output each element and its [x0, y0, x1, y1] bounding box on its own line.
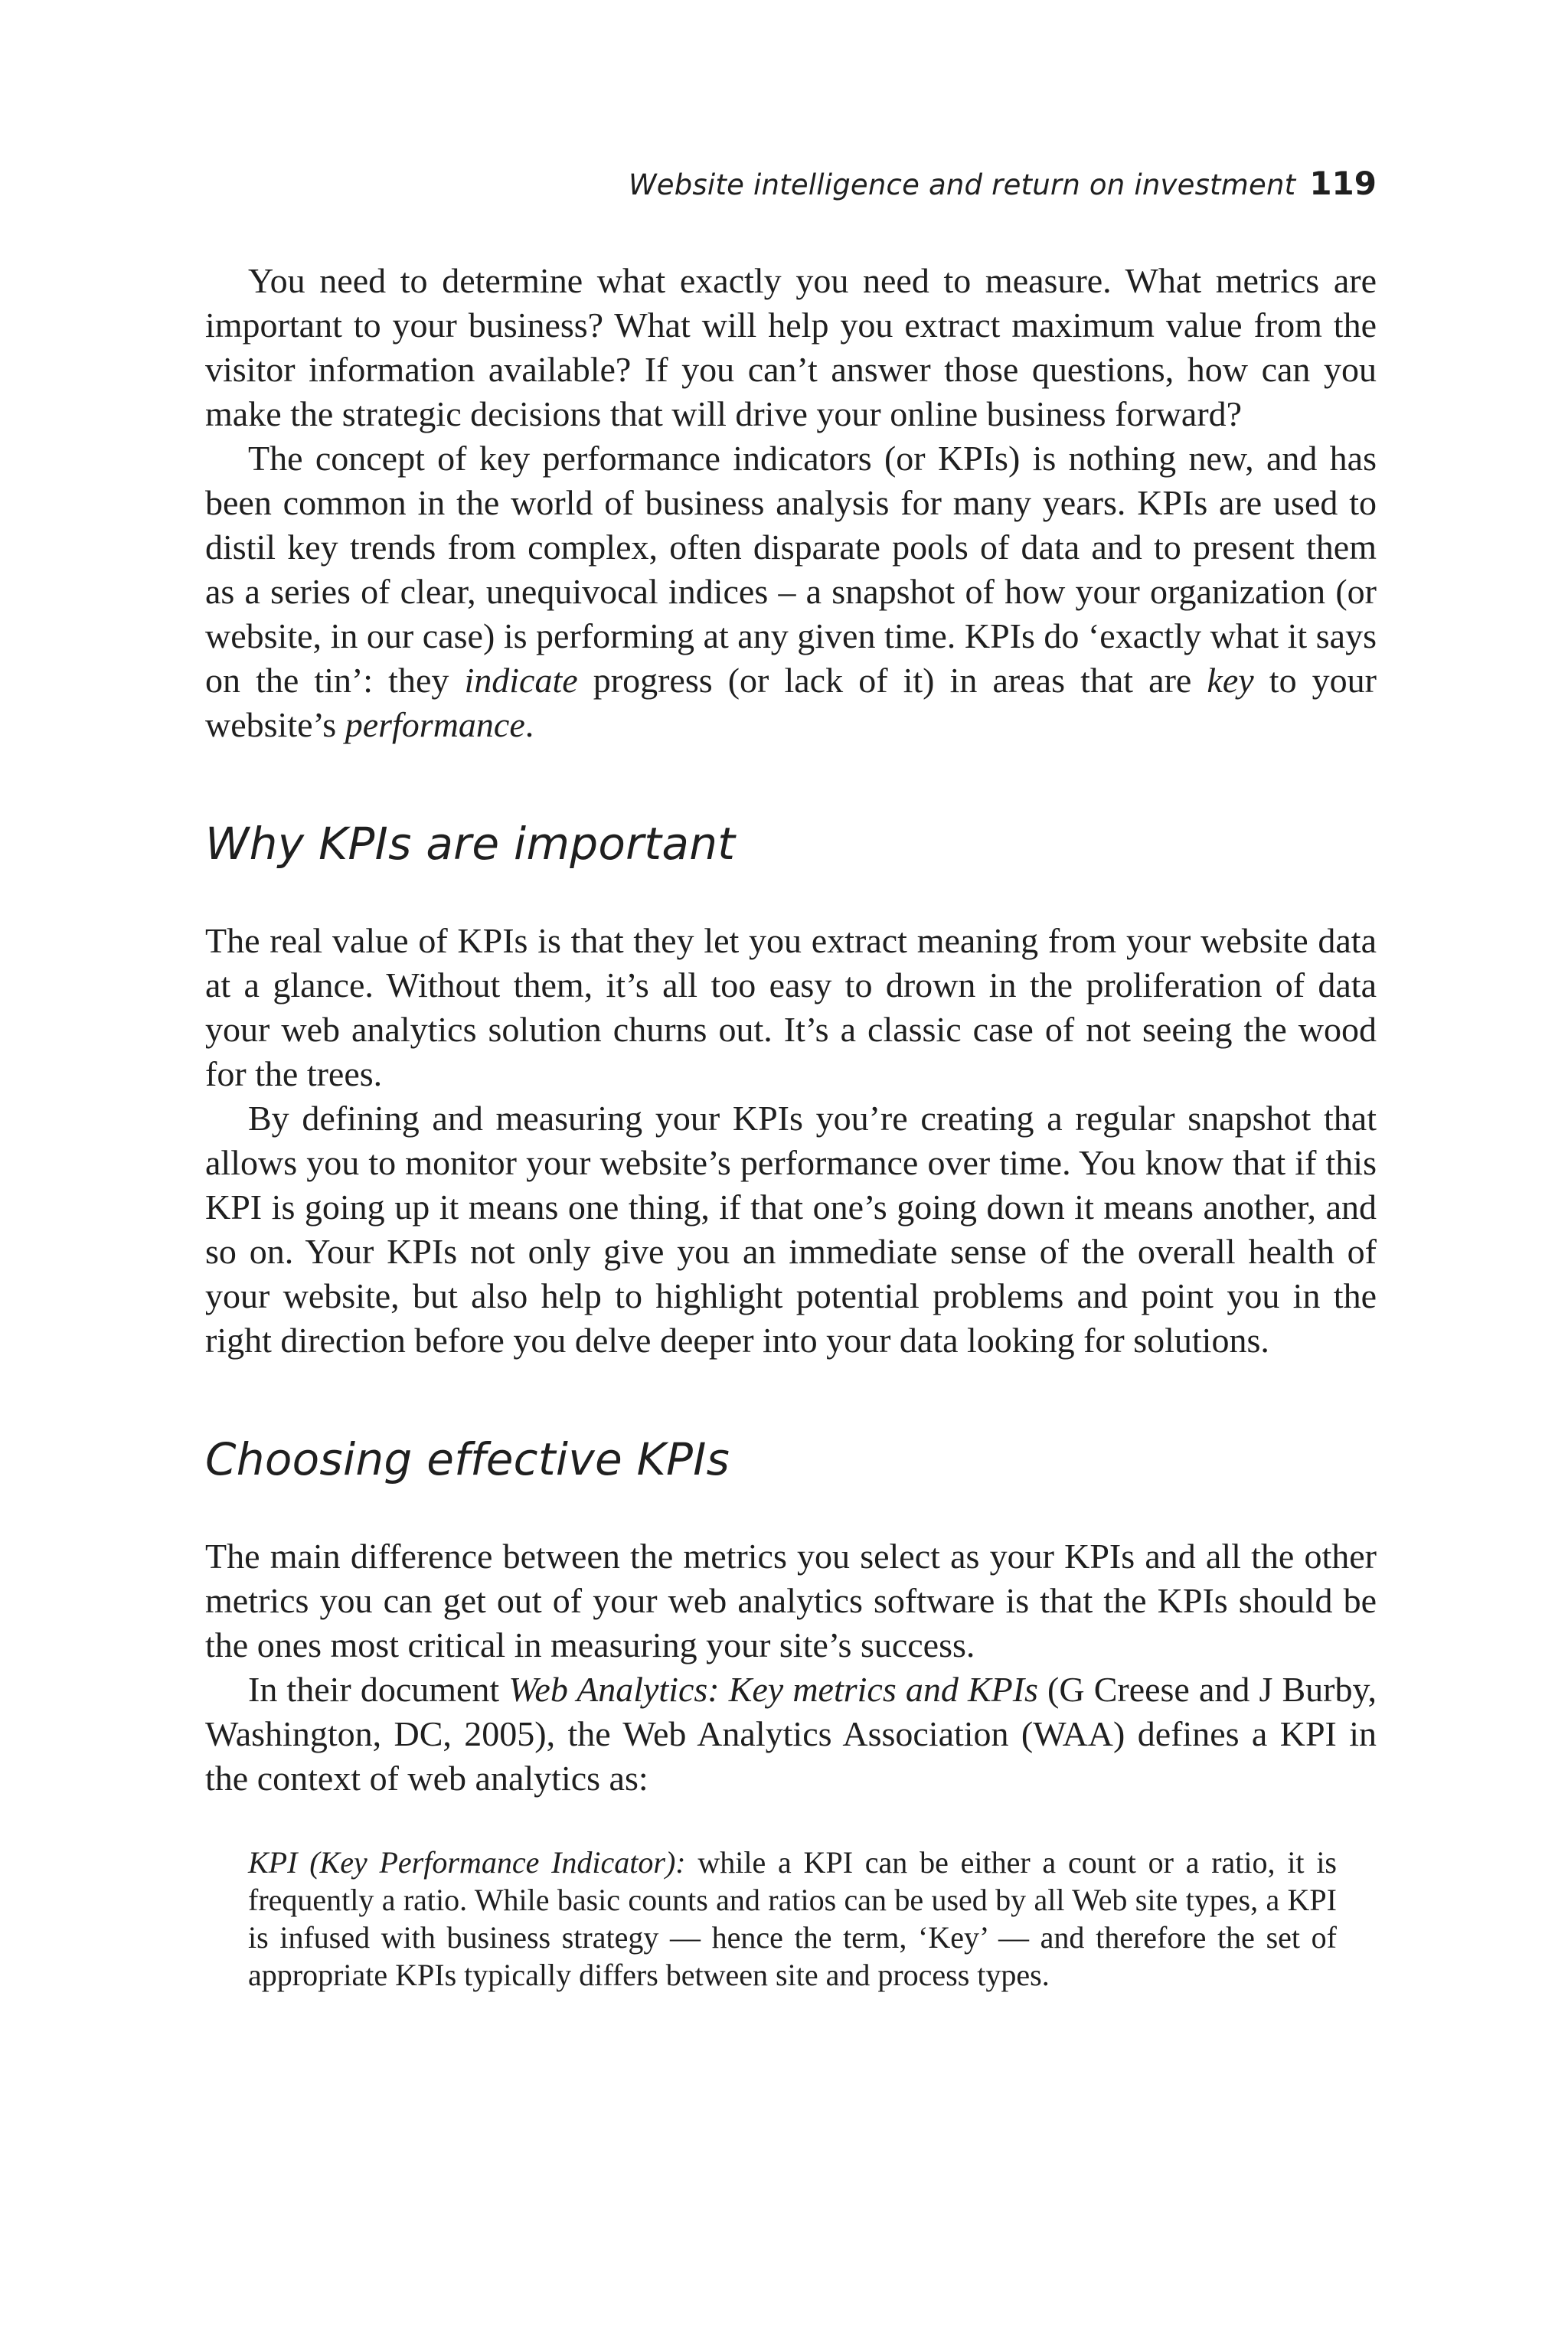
choosing-paragraph-2-text-b: (G Creese and J Burby, Washington, DC, 2005), the Web Analytics Association (WAA) defines a KPI in the context of web analytics as:: [205, 1670, 1377, 1798]
running-head: [205, 165, 1377, 202]
page-content: [205, 165, 1377, 1994]
quote-text: while a KPI can be either a count or a ratio, it is frequently a ratio. While basic counts and ratios can be used by all Web site types, a KPI is infused with business strategy — hence the term, ‘Key’ — and therefore the set of appropriate KPIs typically differs between site and process types.: [248, 1845, 1337, 1992]
choosing-paragraph-1: The main difference between the metrics you select as your KPIs and all the other metrics you can get out of your web analytics software is that the KPIs should be the ones most critical in measuring your site’s success.: [205, 1537, 1377, 1664]
intro-paragraph-2-text-b: progress (or lack of it) in areas that are: [577, 661, 1207, 700]
choosing-kpis-heading: Choosing effective KPIs: [205, 1433, 730, 1485]
choosing-paragraph-2-text-a: In their document: [248, 1670, 509, 1709]
running-title: Website intelligence and return on investment: [628, 168, 1296, 201]
why-paragraph-2: By defining and measuring your KPIs you’re creating a regular snapshot that allows you to monitor your website’s performance over time. You know that if this KPI is going up it means one thing, if that one’s going down it means another, and so on. Your KPIs not only give you an immediate sense of the overall health of your website, but also help to highlight potential problems and point you in the right direction before you delve deeper into your data looking for solutions.: [205, 1099, 1377, 1360]
why-paragraph-1: The real value of KPIs is that they let you extract meaning from your website data at a glance. Without them, it’s all too easy to drown in the proliferation of data your web analytics solution churns out. It’s a classic case of not seeing the wood for the trees.: [205, 921, 1377, 1093]
performance-emphasis: performance: [345, 705, 525, 744]
quote-lead: KPI (Key Performance Indicator):: [248, 1845, 686, 1880]
kpi-definition-quote: [248, 1844, 1337, 1994]
intro-paragraph-2-text-a: The concept of key performance indicators (or KPIs) is nothing new, and has been common in the world of business analysis for many years. KPIs are used to distil key trends from complex, often disparate pools of data and to present them as a series of clear, unequivocal indices – a snapshot of how your organization (or website, in our case) is performing at any given time. KPIs do ‘exactly what it says on the tin’: they: [205, 439, 1377, 700]
page-number: 119: [1309, 165, 1377, 202]
indicate-emphasis: indicate: [464, 661, 578, 700]
choosing-paragraph-2: [205, 1668, 1377, 1801]
intro-paragraph-1: You need to determine what exactly you need to measure. What metrics are important to your business? What will help you extract maximum value from the visitor information available? If you can’t answer those questions, how can you make the strategic decisions that will drive your online business forward?: [205, 261, 1377, 433]
key-emphasis: key: [1207, 661, 1254, 700]
document-title: Web Analytics: Key metrics and KPIs: [508, 1670, 1038, 1709]
intro-paragraph-2-end: .: [524, 705, 534, 744]
intro-paragraph-2: [205, 436, 1377, 747]
why-kpis-heading: Why KPIs are important: [205, 818, 736, 870]
intro-paragraph-2-text-c: to your website’s: [205, 661, 1377, 744]
